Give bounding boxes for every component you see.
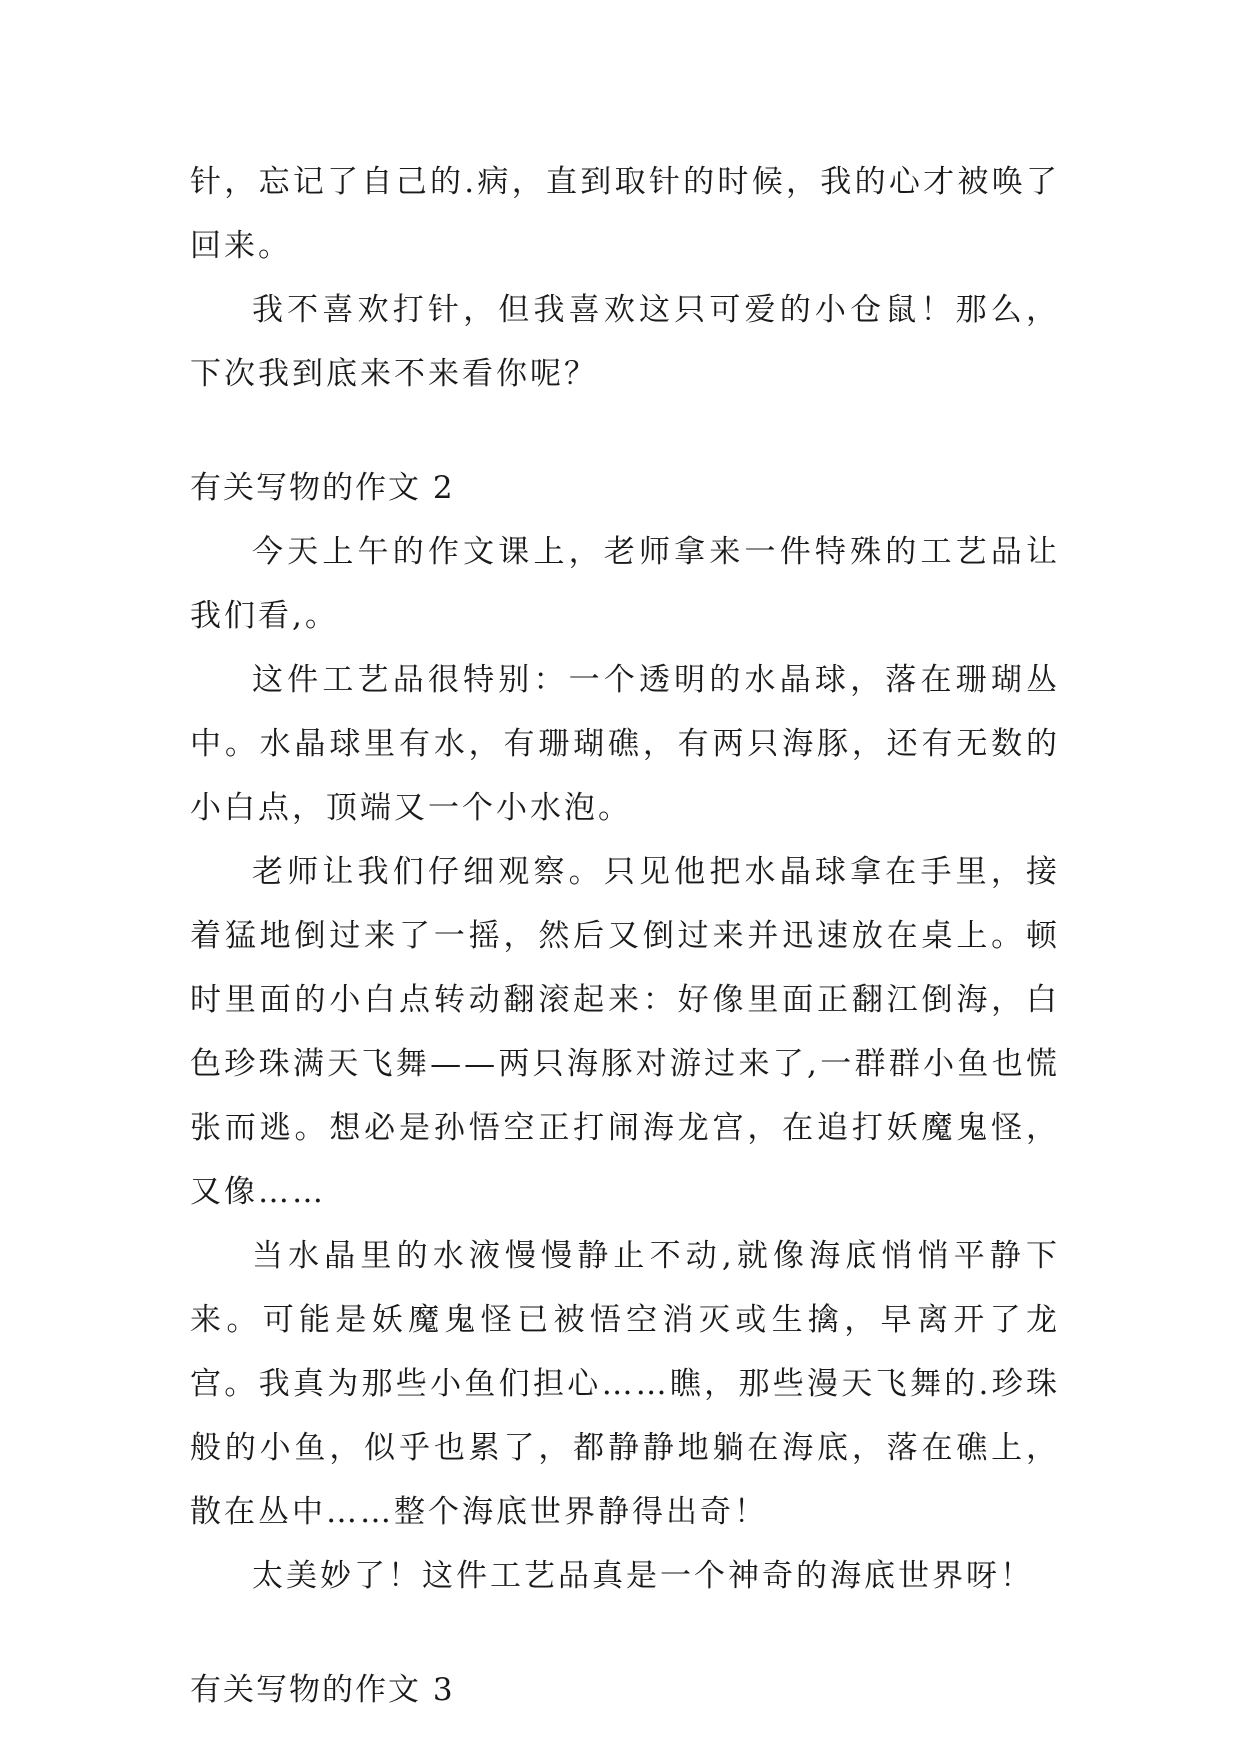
document-body — [190, 150, 1060, 1722]
section-title-3: 有关写物的作文 3 — [190, 1672, 455, 1708]
section-gap — [190, 1608, 1060, 1658]
paragraph-continued: 针，忘记了自己的.病，直到取针的时候，我的心才被唤了回来。 — [190, 164, 1060, 264]
paragraph: 老师让我们仔细观察。只见他把水晶球拿在手里，接着猛地倒过来了一摇，然后又倒过来并迅速放在桌上。顿时里面的小白点转动翻滚起来：好像里面正翻江倒海，白色珍珠满天飞舞——两只海豚对游过来了,一群群小鱼也慌张而逃。想必是孙悟空正打闹海龙宫，在追打妖魔鬼怪，又像…… — [190, 854, 1060, 1210]
paragraph: 我不喜欢打针，但我喜欢这只可爱的小仓鼠！那么，下次我到底来不来看你呢？ — [190, 292, 1060, 392]
paragraph: 今天上午的作文课上，老师拿来一件特殊的工艺品让我们看,。 — [190, 534, 1060, 634]
paragraph: 太美妙了！这件工艺品真是一个神奇的海底世界呀！ — [252, 1558, 1034, 1594]
paragraph: 当水晶里的水液慢慢静止不动,就像海底悄悄平静下来。可能是妖魔鬼怪已被悟空消灭或生擒，早离开了龙宫。我真为那些小鱼们担心……瞧，那些漫天飞舞的.珍珠般的小鱼，似乎也累了，都静静地躺在海底，落在礁上，散在丛中……整个海底世界静得出奇！ — [190, 1238, 1060, 1530]
section-gap — [190, 406, 1060, 456]
paragraph: 这件工艺品很特别：一个透明的水晶球，落在珊瑚丛中。水晶球里有水，有珊瑚礁，有两只海豚，还有无数的小白点，顶端又一个小水泡。 — [190, 662, 1060, 826]
section-title-2: 有关写物的作文 2 — [190, 470, 455, 506]
